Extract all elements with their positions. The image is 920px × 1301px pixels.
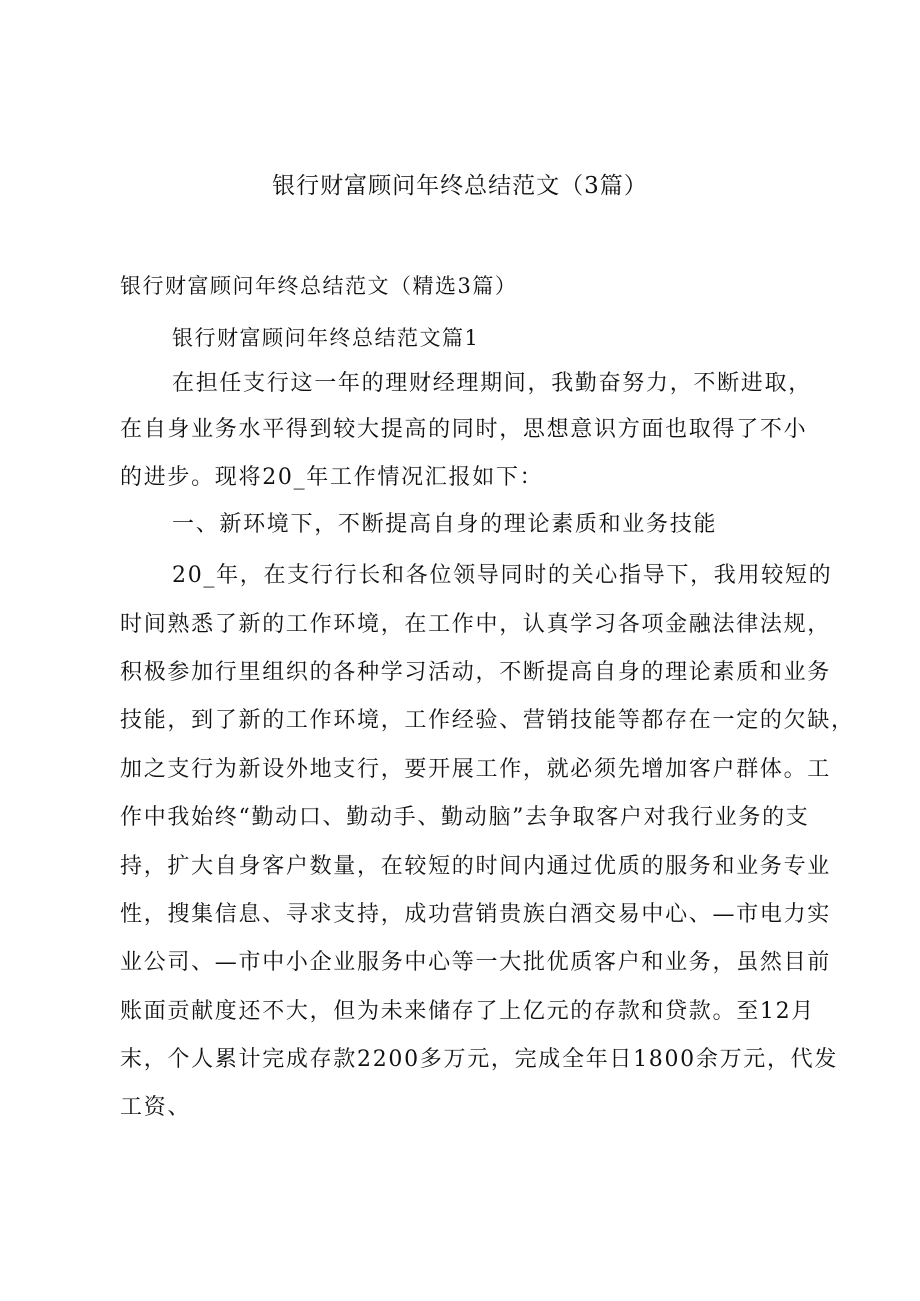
point-heading: 一、新环境下，不断提高自身的理论素质和业务技能 — [172, 512, 718, 537]
paragraph-line: 技能，到了新的工作环境，工作经验、营销技能等都存在一定的欠缺， — [120, 708, 855, 733]
paragraph-line: 工资、 — [120, 1095, 192, 1120]
section-heading: 银行财富顾问年终总结范文篇1 — [172, 326, 480, 350]
paragraph-line: 积极参加行里组织的各种学习活动，不断提高自身的理论素质和业务 — [120, 660, 832, 685]
paragraph-line: 业公司、—市中小企业服务中心等一大批优质客户和业务，虽然目前 — [120, 950, 832, 975]
paragraph-line: 的进步。现将20_年工作情况汇报如下： — [120, 465, 544, 490]
paragraph-line: 时间熟悉了新的工作环境，在工作中，认真学习各项金融法律法规， — [120, 612, 832, 637]
paragraph-line: 性，搜集信息、寻求支持，成功营销贵族白酒交易中心、—市电力实 — [120, 902, 832, 927]
paragraph-line: 加之支行为新设外地支行，要开展工作，就必须先增加客户群体。工 — [120, 757, 832, 782]
paragraph-line: 作中我始终“勤动口、勤动手、勤动脑”去争取客户对我行业务的支 — [120, 805, 810, 830]
document-title: 银行财富顾问年终总结范文（3篇） — [272, 173, 648, 199]
paragraph-line: 末，个人累计完成存款2200多万元，完成全年日1800余万元，代发 — [120, 1047, 839, 1072]
paragraph-line: 在自身业务水平得到较大提高的同时，思想意识方面也取得了不小 — [120, 417, 808, 442]
paragraph-line: 在担任支行这一年的理财经理期间，我勤奋努力，不断进取， — [172, 371, 812, 396]
paragraph-line: 账面贡献度还不大，但为未来储存了上亿元的存款和贷款。至12月 — [120, 999, 815, 1024]
paragraph-line: 20_年，在支行行长和各位领导同时的关心指导下，我用较短的 — [172, 563, 833, 588]
paragraph-line: 持，扩大自身客户数量，在较短的时间内通过优质的服务和业务专业 — [120, 854, 832, 879]
document-subtitle: 银行财富顾问年终总结范文（精选3篇） — [120, 274, 518, 298]
